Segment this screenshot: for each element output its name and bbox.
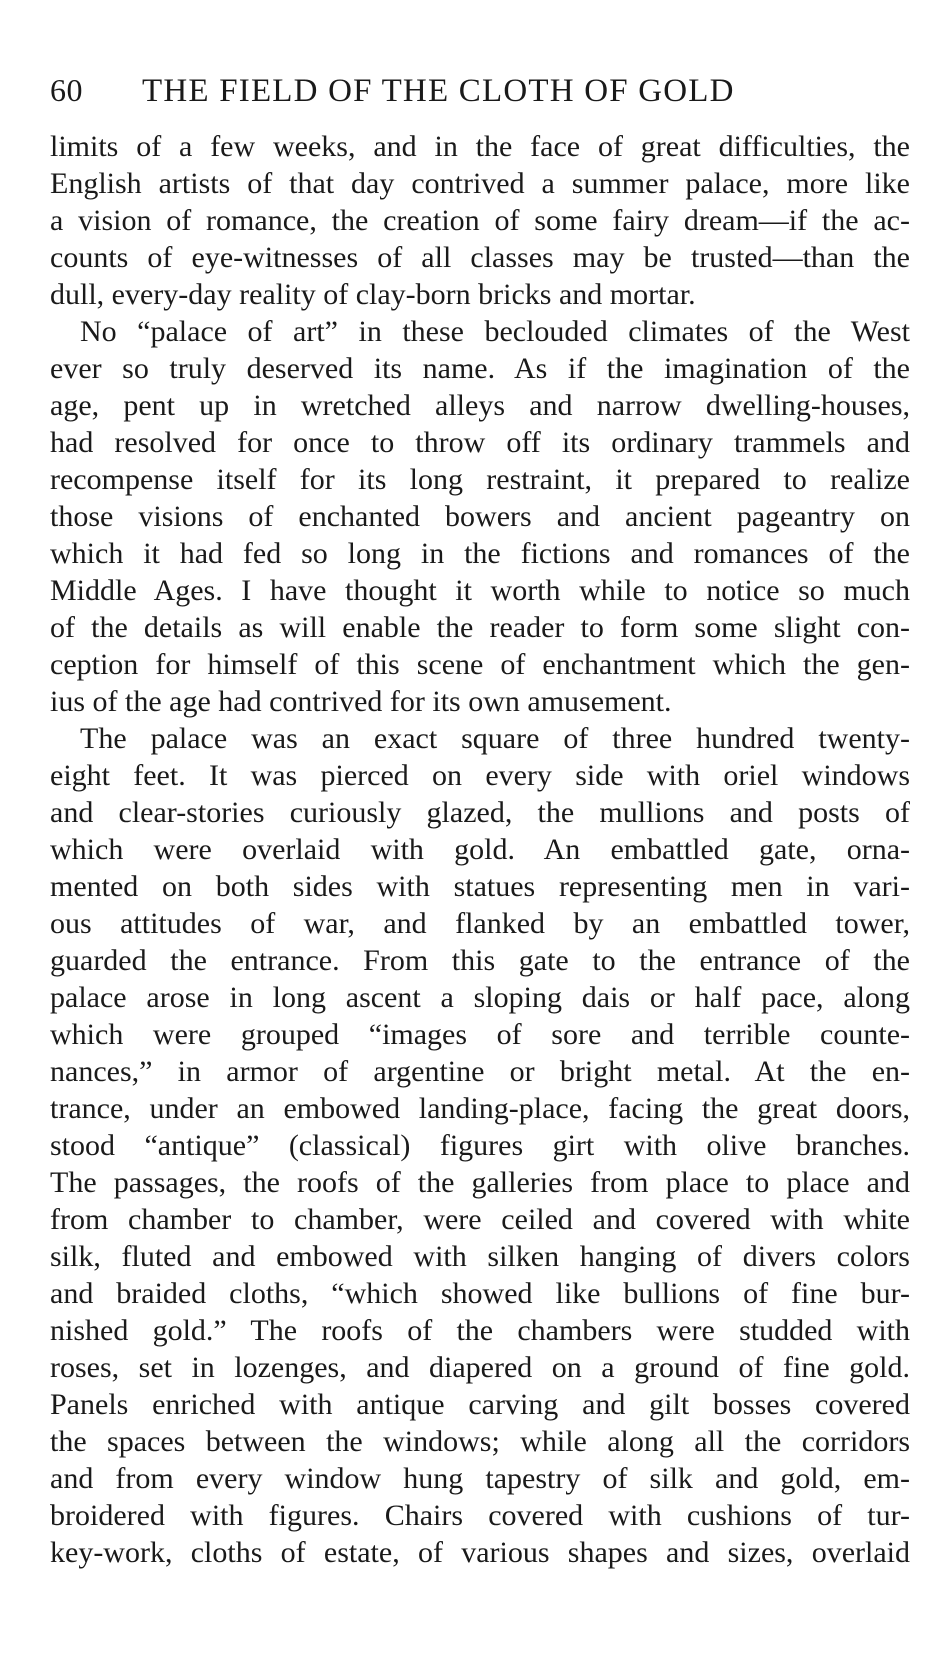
text-line: ius of the age had contrived for its own amusement. <box>50 685 672 718</box>
paragraph <box>50 128 910 313</box>
text-line: a vision of romance, the creation of some fairy dream—if the ac- <box>50 204 910 237</box>
running-head <box>50 70 910 128</box>
text-line: ever so truly deserved its name. As if the imagination of the <box>50 352 910 385</box>
text-line: had resolved for once to throw off its ordinary trammels and <box>50 426 910 459</box>
text-line: which were overlaid with gold. An embattled gate, orna- <box>50 833 910 866</box>
text-line: the spaces between the windows; while along all the corridors <box>50 1425 910 1458</box>
text-line: nances,” in armor of argentine or bright metal. At the en- <box>50 1055 910 1088</box>
text-line: English artists of that day contrived a summer palace, more like <box>50 167 910 200</box>
text-line: silk, fluted and embowed with silken hanging of divers colors <box>50 1240 910 1273</box>
text-line: mented on both sides with statues representing men in vari- <box>50 870 910 903</box>
text-line: limits of a few weeks, and in the face of great difficulties, the <box>50 130 910 163</box>
text-line: The palace was an exact square of three hundred twenty- <box>50 722 910 755</box>
book-page <box>50 70 910 1571</box>
body-text <box>50 128 910 1571</box>
text-line: and braided cloths, “which showed like bullions of fine bur- <box>50 1277 910 1310</box>
text-line: broidered with figures. Chairs covered with cushions of tur- <box>50 1499 910 1532</box>
text-line: recompense itself for its long restraint, it prepared to realize <box>50 463 910 496</box>
page-number: 60 <box>50 72 83 108</box>
text-line: roses, set in lozenges, and diapered on a ground of fine gold. <box>50 1351 910 1384</box>
text-line: stood “antique” (classical) figures girt with olive branches. <box>50 1129 910 1162</box>
paragraph <box>50 720 910 1571</box>
text-line: key-work, cloths of estate, of various shapes and sizes, overlaid <box>50 1536 910 1569</box>
text-line: guarded the entrance. From this gate to the entrance of the <box>50 944 910 977</box>
text-line: nished gold.” The roofs of the chambers were studded with <box>50 1314 910 1347</box>
paragraph <box>50 313 910 720</box>
text-line: and clear-stories curiously glazed, the mullions and posts of <box>50 796 910 829</box>
text-line: The passages, the roofs of the galleries from place to place and <box>50 1166 910 1199</box>
text-line: trance, under an embowed landing-place, facing the great doors, <box>50 1092 910 1125</box>
text-line: age, pent up in wretched alleys and narrow dwelling-houses, <box>50 389 910 422</box>
text-line: from chamber to chamber, were ceiled and covered with white <box>50 1203 910 1236</box>
text-line: eight feet. It was pierced on every side with oriel windows <box>50 759 910 792</box>
text-line: which were grouped “images of sore and terrible counte- <box>50 1018 910 1051</box>
text-line: Middle Ages. I have thought it worth while to notice so much <box>50 574 910 607</box>
text-line: of the details as will enable the reader to form some slight con- <box>50 611 910 644</box>
text-line: dull, every-day reality of clay-born bricks and mortar. <box>50 278 696 311</box>
book-title: THE FIELD OF THE CLOTH OF GOLD <box>142 73 735 109</box>
text-line: palace arose in long ascent a sloping dais or half pace, along <box>50 981 910 1014</box>
text-line: No “palace of art” in these beclouded climates of the West <box>50 315 910 348</box>
text-line: and from every window hung tapestry of silk and gold, em- <box>50 1462 910 1495</box>
text-line: Panels enriched with antique carving and gilt bosses covered <box>50 1388 910 1421</box>
text-line: counts of eye-witnesses of all classes may be trusted—than the <box>50 241 910 274</box>
text-line: which it had fed so long in the fictions and romances of the <box>50 537 910 570</box>
text-line: those visions of enchanted bowers and ancient pageantry on <box>50 500 910 533</box>
text-line: ous attitudes of war, and flanked by an embattled tower, <box>50 907 910 940</box>
text-line: ception for himself of this scene of enchantment which the gen- <box>50 648 910 681</box>
